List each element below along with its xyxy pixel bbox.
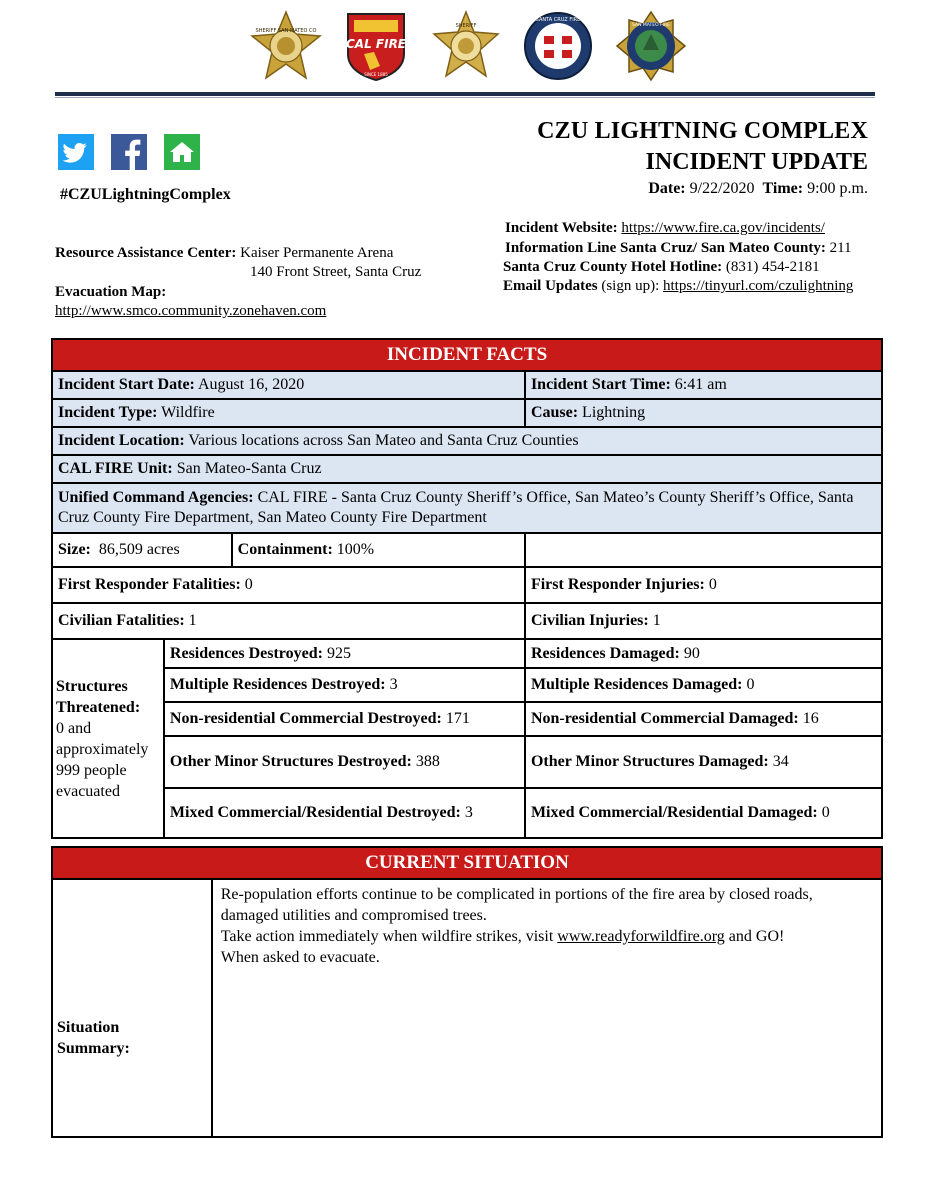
nrc-damaged-cell: [525, 702, 882, 736]
oms-destroyed-cell: [164, 736, 525, 788]
unified-command-cell: [52, 483, 882, 533]
cal-fire-shield-icon: [340, 10, 412, 82]
empty-cell: [525, 533, 882, 567]
mres-destroyed-value: 3: [389, 676, 398, 693]
containment-label: Containment:: [237, 541, 333, 558]
evac-map-url[interactable]: http://www.smco.community.zonehaven.com: [55, 303, 327, 319]
location-label: Incident Location:: [58, 432, 185, 449]
svg-text:SINCE 1885: SINCE 1885: [364, 72, 388, 77]
current-situation-header: CURRENT SITUATION: [52, 847, 882, 879]
hotel-hotline: [503, 257, 820, 277]
civ-injuries-label: Civilian Injuries:: [530, 612, 649, 629]
cal-fire-unit-cell: [52, 455, 882, 483]
time-label: Time:: [762, 180, 804, 197]
oms-destroyed-label: Other Minor Structures Destroyed:: [169, 753, 412, 770]
start-date-label: Incident Start Date:: [58, 376, 195, 393]
civ-injuries-cell: [525, 603, 882, 639]
rac-line2: 140 Front Street, Santa Cruz: [250, 264, 422, 280]
unit-label: CAL FIRE Unit:: [58, 460, 173, 477]
header-divider-shadow: [55, 97, 875, 98]
mcr-damaged-value: 0: [821, 804, 830, 821]
situation-line2-post: and GO!: [728, 928, 785, 945]
mcr-damaged-label: Mixed Commercial/Residential Damaged:: [530, 804, 818, 821]
civ-fatalities-value: 1: [188, 612, 197, 629]
threatened-label-2: Threatened:: [56, 698, 141, 716]
oms-destroyed-value: 388: [415, 753, 440, 770]
fr-fatalities-label: First Responder Fatalities:: [58, 576, 241, 593]
oms-damaged-cell: [525, 736, 882, 788]
website-label: Incident Website:: [505, 220, 618, 236]
nrc-destroyed-cell: [164, 702, 525, 736]
website-link[interactable]: https://www.fire.ca.gov/incidents/: [621, 220, 825, 236]
res-destroyed-value: 925: [326, 644, 351, 662]
info-label: Information Line Santa Cruz/ San Mateo County:: [505, 240, 826, 256]
mcr-damaged-cell: [525, 788, 882, 838]
date-time-line: [648, 180, 868, 198]
info-value: 211: [829, 240, 852, 256]
rac-line1: Kaiser Permanente Arena: [240, 245, 394, 261]
size-value: 86,509 acres: [98, 541, 180, 558]
res-destroyed-cell: [164, 639, 525, 668]
email-label: Email Updates: [503, 278, 598, 294]
fr-injuries-cell: [525, 567, 882, 603]
start-date-value: August 16, 2020: [198, 376, 305, 393]
evac-map-link[interactable]: [55, 302, 326, 320]
date-label: Date:: [648, 180, 686, 197]
nrc-damaged-label: Non-residential Commercial Damaged:: [530, 710, 799, 727]
fr-injuries-value: 0: [708, 576, 717, 593]
home-website-icon[interactable]: [164, 134, 200, 170]
time-value: 9:00 p.m.: [807, 180, 868, 197]
san-mateo-fire-emblem-icon: [615, 10, 687, 82]
document-subtitle: INCIDENT UPDATE: [645, 149, 868, 175]
structures-threatened-cell: [52, 639, 164, 838]
unit-value: San Mateo-Santa Cruz: [176, 460, 322, 477]
agencies-value: CAL FIRE - Santa Cruz County Sheriff’s Office, San Mateo’s County Sheriff’s Office, Santa Cruz County Fire Department, San Mateo County Fire Department: [58, 489, 854, 526]
civ-fatalities-label: Civilian Fatalities:: [58, 612, 185, 629]
size-label: Size:: [58, 541, 91, 558]
date-value: 9/22/2020: [689, 180, 755, 197]
email-updates: [503, 276, 853, 296]
civ-fatalities-cell: [52, 603, 525, 639]
mres-damaged-cell: [525, 668, 882, 702]
incident-facts-header: INCIDENT FACTS: [52, 339, 882, 371]
fr-fatalities-value: 0: [244, 576, 253, 593]
size-cell: [52, 533, 232, 567]
fr-fatalities-cell: [52, 567, 525, 603]
mcr-destroyed-cell: [164, 788, 525, 838]
cause-label: Cause:: [530, 404, 579, 421]
svg-text:SANTA CRUZ FIRE: SANTA CRUZ FIRE: [535, 17, 581, 23]
email-link[interactable]: https://tinyurl.com/czulightning: [663, 278, 854, 294]
current-situation-table: [51, 846, 883, 1138]
nrc-destroyed-label: Non-residential Commercial Destroyed:: [169, 710, 442, 727]
santa-cruz-sheriff-badge-icon: [430, 10, 502, 82]
start-time-value: 6:41 am: [674, 376, 727, 393]
mcr-destroyed-value: 3: [464, 804, 473, 821]
containment-value: 100%: [336, 541, 375, 558]
resource-assistance-center: [55, 244, 455, 262]
res-destroyed-label: Residences Destroyed:: [169, 644, 323, 662]
mres-destroyed-label: Multiple Residences Destroyed:: [169, 676, 386, 693]
incident-type-cell: [52, 399, 525, 427]
evac-label-text: Evacuation Map:: [55, 284, 167, 300]
res-damaged-label: Residences Damaged:: [530, 644, 680, 662]
evac-label: [55, 283, 166, 301]
incident-facts-table: [51, 338, 883, 839]
header-divider: [55, 92, 875, 96]
santa-cruz-fire-emblem-icon: [522, 10, 594, 82]
rac-label: Resource Assistance Center:: [55, 245, 237, 261]
situation-label-1: Situation: [57, 1019, 120, 1036]
mres-destroyed-cell: [164, 668, 525, 702]
oms-damaged-label: Other Minor Structures Damaged:: [530, 753, 769, 770]
hotel-value: (831) 454-2181: [725, 259, 820, 275]
mcr-destroyed-label: Mixed Commercial/Residential Destroyed:: [169, 804, 461, 821]
fr-injuries-label: First Responder Injuries:: [530, 576, 705, 593]
res-damaged-cell: [525, 639, 882, 668]
situation-line2-pre: Take action immediately when wildfire strikes, visit: [220, 928, 554, 945]
mres-damaged-label: Multiple Residences Damaged:: [530, 676, 743, 693]
facebook-icon[interactable]: [111, 134, 147, 170]
threatened-label-1: Structures: [56, 677, 128, 695]
situation-summary-text: [212, 879, 882, 1137]
information-line: [505, 238, 852, 258]
containment-cell: [232, 533, 525, 567]
email-note: (sign up):: [601, 278, 660, 294]
nrc-damaged-value: 16: [802, 710, 819, 727]
situation-line3: When asked to evacuate.: [220, 949, 380, 966]
cause-cell: [525, 399, 882, 427]
situation-line2: [221, 926, 873, 947]
situation-summary-label: [52, 879, 212, 1137]
svg-text:SHERIFF SAN MATEO CO: SHERIFF SAN MATEO CO: [255, 28, 317, 34]
location-value: Various locations across San Mateo and Santa Cruz Counties: [188, 432, 579, 449]
oms-damaged-value: 34: [772, 753, 789, 770]
agencies-label: Unified Command Agencies:: [58, 489, 254, 506]
incident-location-cell: [52, 427, 882, 455]
svg-text:CAL FIRE: CAL FIRE: [345, 37, 407, 51]
situation-label-2: Summary:: [57, 1040, 130, 1057]
incident-type-label: Incident Type:: [58, 404, 158, 421]
situation-line1: Re-population efforts continue to be complicated in portions of the fire area by closed roads, damaged utilities and compromised trees.: [220, 886, 813, 924]
san-mateo-sheriff-badge-icon: [250, 10, 322, 82]
document-title: CZU LIGHTNING COMPLEX: [537, 118, 868, 144]
readyforwildfire-link[interactable]: www.readyforwildfire.org: [557, 928, 725, 945]
cause-value: Lightning: [582, 404, 646, 421]
hotel-label: Santa Cruz County Hotel Hotline:: [503, 259, 723, 275]
nrc-destroyed-value: 171: [445, 710, 470, 727]
svg-text:SAN MATEO FIRE: SAN MATEO FIRE: [632, 23, 670, 28]
incident-type-value: Wildfire: [161, 404, 215, 421]
incident-website-line: [505, 218, 825, 238]
svg-text:SHERIFF: SHERIFF: [455, 23, 477, 29]
twitter-icon[interactable]: [58, 134, 94, 170]
civ-injuries-value: 1: [652, 612, 661, 629]
agency-logos: [250, 10, 690, 85]
mres-damaged-value: 0: [746, 676, 755, 693]
start-date-cell: [52, 371, 525, 399]
start-time-label: Incident Start Time:: [530, 376, 671, 393]
start-time-cell: [525, 371, 882, 399]
res-damaged-value: 90: [683, 644, 700, 662]
threatened-text: 0 and approximately 999 people evacuated: [56, 719, 149, 800]
hashtag: #CZULightningComplex: [60, 186, 231, 203]
